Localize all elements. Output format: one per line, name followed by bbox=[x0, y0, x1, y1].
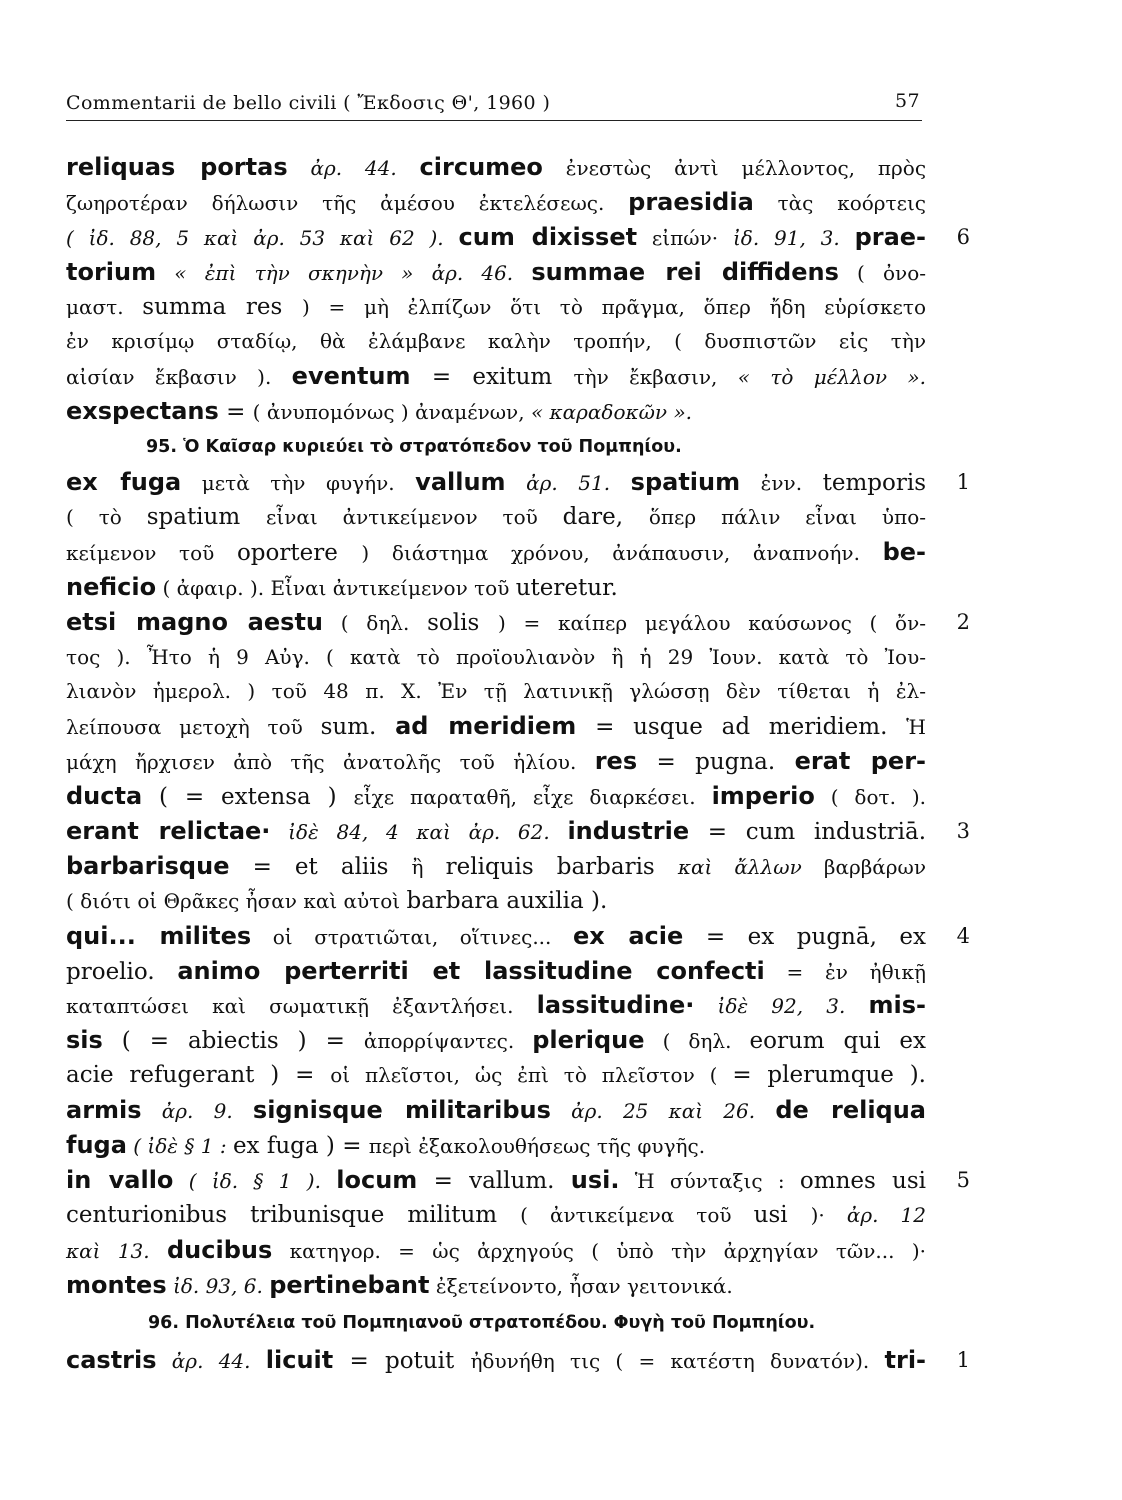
gloss-text: = exitum bbox=[410, 364, 574, 391]
text-line bbox=[66, 1268, 926, 1303]
text-line bbox=[66, 394, 926, 429]
text-line bbox=[66, 1128, 926, 1163]
lemma: be- bbox=[882, 537, 926, 566]
lemma: fuga bbox=[66, 1131, 127, 1160]
text-line bbox=[66, 605, 970, 640]
text-line bbox=[66, 150, 926, 185]
lemma: ex fuga bbox=[66, 468, 182, 497]
lemma: montes bbox=[66, 1270, 167, 1299]
gloss-text: ) = μὴ ἐλπίζων ὅτι τὸ πρᾶγμα, ὅπερ ἤδη εὑρίσκετο bbox=[302, 294, 926, 319]
text-line bbox=[66, 1233, 926, 1268]
margin-line-number: 4 bbox=[956, 923, 970, 948]
lemma: imperio bbox=[711, 782, 815, 811]
lemma: cum dixisset bbox=[458, 222, 638, 251]
lemma: lassitudine· bbox=[536, 991, 695, 1020]
margin-line-number: 1 bbox=[956, 470, 970, 495]
text-line bbox=[66, 255, 926, 290]
gloss-text: ( ἰδ. 88, 5 καὶ ἀρ. 53 καὶ 62 ). bbox=[66, 225, 459, 250]
text-line bbox=[66, 919, 970, 954]
lemma: circumeo bbox=[419, 153, 543, 181]
gloss-text: reliquis barbaris bbox=[445, 853, 678, 880]
gloss-text: εἶναι ἀντικείμενον τοῦ bbox=[266, 505, 563, 530]
lemma: pertinebant bbox=[269, 1270, 430, 1299]
lemma: res bbox=[594, 747, 638, 776]
gloss-text: ἰδ. 93, 6. bbox=[166, 1273, 270, 1298]
gloss-text: ( διότι οἱ Θρᾶκες ἦσαν καὶ αὐτοὶ bbox=[66, 888, 407, 913]
lemma: ducta bbox=[66, 782, 143, 811]
gloss-text: οἱ πλεῖστοι, ὡς ἐπὶ τὸ πλεῖστον ( bbox=[330, 1063, 733, 1088]
lemma: ducibus bbox=[167, 1235, 273, 1264]
gloss-text: μαστ. bbox=[66, 294, 143, 319]
commentary-body bbox=[66, 150, 970, 1377]
section-heading: 95. Ὁ Καῖσαρ κυριεύει τὸ στρατόπεδον τοῦ Πομπηίου. bbox=[146, 437, 682, 458]
text-line bbox=[66, 290, 926, 325]
margin-line-number: 6 bbox=[956, 224, 970, 249]
lemma: torium bbox=[66, 257, 157, 286]
gloss-text: = plerumque ). bbox=[732, 1062, 926, 1089]
gloss-text: ἀρ. 9. bbox=[141, 1099, 253, 1124]
gloss-text: ἐν κρισίμῳ σταδίῳ, θὰ ἐλάμβανε καλὴν τροπήν, ( δυσπιστῶν εἰς τὴν bbox=[66, 329, 926, 354]
gloss-text: εἶχε παραταθῆ, εἶχε διαρκέσει. bbox=[353, 785, 712, 810]
gloss-text: oportere bbox=[236, 539, 362, 566]
lemma: erat per- bbox=[794, 747, 926, 776]
gloss-text: ( ἀνυπομόνως ) ἀναμένων, bbox=[252, 400, 531, 425]
gloss-text: ἀρ. 25 καὶ 26. bbox=[550, 1099, 776, 1124]
lemma: de reliqua bbox=[775, 1096, 927, 1125]
lemma: prae- bbox=[854, 222, 927, 251]
gloss-text: = cum industriā. bbox=[689, 819, 927, 846]
lemma: summae rei diffidens bbox=[531, 257, 839, 286]
gloss-text: ( ἰδὲ § 1 : bbox=[126, 1134, 233, 1159]
text-line bbox=[66, 954, 926, 989]
running-head-title: Commentarii de bello civili ( Ἔκδοσις Θ', 1960 ) bbox=[66, 92, 551, 114]
page-number: 57 bbox=[895, 90, 920, 112]
gloss-text: ἀρ. 44. bbox=[287, 156, 420, 180]
text-line bbox=[66, 1198, 926, 1233]
text-line bbox=[66, 324, 926, 359]
text-line bbox=[66, 709, 926, 744]
lemma: licuit bbox=[265, 1345, 334, 1374]
lemma: locum bbox=[336, 1165, 418, 1194]
lemma: vallum bbox=[415, 468, 506, 497]
gloss-text: = et aliis bbox=[229, 853, 412, 880]
lemma: erant relictae· bbox=[66, 817, 271, 846]
running-head bbox=[66, 86, 922, 121]
text-line bbox=[66, 849, 926, 884]
gloss-text: τος ). Ἦτο ἡ 9 Αὐγ. ( κατὰ τὸ προϊουλιανὸν ἢ ἡ 29 Ἰουν. κατὰ τὸ Ἰου- bbox=[66, 644, 926, 669]
lemma: usi. bbox=[570, 1165, 620, 1194]
gloss-text: ἐξετείνοντο, ἦσαν γειτονικά. bbox=[429, 1273, 733, 1298]
gloss-text: usi bbox=[753, 1201, 811, 1228]
lemma: armis bbox=[66, 1096, 142, 1125]
lemma: sis bbox=[66, 1026, 103, 1055]
gloss-text: εἰπών· bbox=[637, 225, 733, 250]
text-line bbox=[66, 744, 926, 779]
gloss-text: acie refugerant ) = bbox=[66, 1062, 331, 1089]
gloss-text: ) = καίπερ μεγάλου καύσωνος ( ὄν- bbox=[497, 610, 927, 635]
text-line bbox=[66, 570, 926, 605]
lemma: animo perterriti et lassitudine confecti bbox=[177, 956, 765, 985]
gloss-text: ἀπορρίψαντες. bbox=[363, 1029, 533, 1054]
gloss-text: ἀρ. 51. bbox=[505, 471, 631, 496]
gloss-text: eorum qui ex bbox=[749, 1028, 926, 1055]
text-line bbox=[66, 1343, 970, 1378]
gloss-text: ( τὸ bbox=[66, 505, 147, 530]
gloss-text: temporis bbox=[822, 470, 927, 497]
gloss-text: « τὸ μέλλον ». bbox=[737, 365, 926, 390]
text-line bbox=[66, 640, 926, 675]
text-line bbox=[66, 535, 926, 570]
gloss-text: μετὰ τὴν φυγήν. bbox=[181, 471, 416, 496]
text-line bbox=[66, 1023, 926, 1058]
gloss-text: τὰς κοόρτεις bbox=[753, 190, 927, 215]
text-line bbox=[66, 185, 926, 220]
gloss-text: « καραδοκῶν ». bbox=[530, 400, 693, 425]
text-line bbox=[66, 674, 926, 709]
gloss-text: = bbox=[218, 399, 253, 426]
gloss-text: περὶ ἐξακολουθήσεως τῆς φυγῆς. bbox=[368, 1134, 706, 1159]
text-line bbox=[66, 1093, 926, 1128]
section-heading: 96. Πολυτέλεια τοῦ Πομπηιανοῦ στρατοπέδου. Φυγὴ τοῦ Πομπηίου. bbox=[148, 1312, 816, 1333]
gloss-text: dare, bbox=[562, 504, 649, 531]
lemma: industrie bbox=[567, 817, 690, 846]
text-line bbox=[66, 359, 926, 394]
gloss-text: sum. bbox=[320, 714, 396, 741]
gloss-text: Ἡ σύνταξις : bbox=[619, 1168, 800, 1193]
gloss-text: ἢ bbox=[411, 854, 446, 879]
margin-line-number: 3 bbox=[956, 819, 970, 844]
gloss-text: αἰσίαν ἔκβασιν ). bbox=[66, 365, 292, 390]
gloss-text: ( δοτ. ). bbox=[814, 785, 927, 810]
gloss-text: centurionibus tribunisque militum bbox=[66, 1201, 521, 1228]
gloss-text: « ἐπὶ τὴν σκηνὴν » ἀρ. 46. bbox=[156, 260, 532, 285]
gloss-text: spatium bbox=[146, 504, 267, 531]
gloss-text: = ex pugnā, ex bbox=[683, 923, 927, 950]
lemma: castris bbox=[66, 1345, 157, 1374]
lemma: mis- bbox=[868, 991, 926, 1020]
gloss-text: ( ἀφαιρ. ). Εἶναι ἀντικείμενον τοῦ bbox=[156, 575, 516, 600]
text-line bbox=[66, 500, 926, 535]
gloss-text: καὶ 13. bbox=[66, 1238, 167, 1263]
gloss-text: ἠδυνήθη τις ( = κατέστη δυνατόν). bbox=[470, 1348, 885, 1373]
lemma: signisque militaribus bbox=[252, 1096, 551, 1125]
gloss-text: λείπουσα μετοχὴ τοῦ bbox=[66, 715, 321, 740]
gloss-text: ) διάστημα χρόνου, ἀνάπαυσιν, ἀναπνοήν. bbox=[361, 540, 883, 565]
gloss-text: ( = extensa ) bbox=[142, 784, 354, 811]
gloss-text: ὅπερ πάλιν εἶναι ὑπο- bbox=[648, 505, 926, 530]
gloss-text: = usque ad meridiem. bbox=[576, 714, 907, 741]
gloss-text: = potuit bbox=[333, 1347, 471, 1374]
lemma: praesidia bbox=[628, 187, 754, 216]
gloss-text: summa res bbox=[142, 293, 302, 320]
gloss-text: ἐνν. bbox=[740, 471, 823, 496]
text-line bbox=[66, 884, 926, 919]
gloss-text: κείμενον τοῦ bbox=[66, 540, 237, 565]
lemma: eventum bbox=[291, 362, 411, 391]
gloss-text: ( ἀντικείμενα τοῦ bbox=[520, 1202, 754, 1227]
gloss-text: ( = abiectis ) = bbox=[102, 1028, 364, 1055]
gloss-text: καὶ ἄλλων bbox=[677, 854, 824, 879]
gloss-text: solis bbox=[427, 609, 498, 636]
text-line bbox=[66, 1058, 926, 1093]
gloss-text: Ἡ bbox=[906, 715, 926, 740]
gloss-text: = ἐν ἠθικῇ bbox=[764, 959, 927, 984]
gloss-text: ἐνεστὼς ἀντὶ μέλλοντος, πρὸς bbox=[542, 156, 927, 180]
gloss-text: ἰδ. 91, 3. bbox=[732, 225, 855, 250]
gloss-text: proelio. bbox=[66, 958, 178, 985]
lemma: qui... milites bbox=[66, 921, 252, 950]
gloss-text: ἀρ. 12 bbox=[846, 1202, 926, 1227]
text-line bbox=[66, 814, 970, 849]
text-line bbox=[66, 779, 926, 814]
gloss-text: μάχη ἤρχισεν ἀπὸ τῆς ἀνατολῆς τοῦ ἡλίου. bbox=[66, 750, 595, 775]
gloss-text: ἰδὲ 84, 4 καὶ ἀρ. 62. bbox=[270, 820, 568, 845]
lemma: in vallo bbox=[66, 1165, 174, 1194]
gloss-text: λιανὸν ἡμερολ. ) τοῦ 48 π. Χ. Ἐν τῇ λατινικῇ γλώσσῃ δὲν τίθεται ἡ ἐλ- bbox=[66, 679, 926, 704]
gloss-text: )· bbox=[810, 1202, 847, 1227]
gloss-text: = pugna. bbox=[637, 749, 795, 776]
gloss-text: ( ὀνο- bbox=[838, 260, 926, 285]
margin-line-number: 5 bbox=[956, 1167, 970, 1192]
gloss-text: ἀρ. 44. bbox=[156, 1348, 266, 1373]
gloss-text: καταπτώσει καὶ σωματικῇ ἐξαντλήσει. bbox=[66, 994, 537, 1019]
text-line bbox=[66, 465, 970, 500]
lemma: spatium bbox=[630, 468, 741, 497]
lemma: ex acie bbox=[573, 921, 684, 950]
gloss-text: ( ἰδ. § 1 ). bbox=[173, 1168, 337, 1193]
gloss-text: ex fuga ) = bbox=[232, 1133, 369, 1160]
margin-line-number: 2 bbox=[956, 609, 970, 634]
lemma: etsi magno aestu bbox=[66, 607, 324, 636]
gloss-text: ( δηλ. bbox=[323, 610, 428, 635]
gloss-text: uteretur. bbox=[515, 574, 618, 601]
margin-line-number: 1 bbox=[956, 1347, 970, 1372]
gloss-text: = vallum. bbox=[417, 1167, 571, 1194]
text-line bbox=[66, 1163, 970, 1198]
gloss-text: τὴν ἔκβασιν, bbox=[573, 365, 738, 390]
gloss-text: κατηγορ. = ὡς ἀρχηγούς ( ὑπὸ τὴν ἀρχηγίαν τῶν... )· bbox=[272, 1238, 926, 1263]
gloss-text: βαρβάρων bbox=[823, 854, 926, 879]
text-line bbox=[66, 988, 926, 1023]
lemma: barbarisque bbox=[66, 851, 230, 880]
lemma: exspectans bbox=[66, 397, 219, 426]
gloss-text: ( δηλ. bbox=[644, 1029, 750, 1054]
lemma: plerique bbox=[532, 1026, 645, 1055]
gloss-text: οἱ στρατιῶται, οἵτινες... bbox=[251, 924, 573, 949]
gloss-text: ἰδὲ 92, 3. bbox=[694, 994, 869, 1019]
gloss-text: ζωηροτέραν δήλωσιν τῆς ἀμέσου ἐκτελέσεως. bbox=[66, 190, 629, 215]
text-line bbox=[66, 220, 970, 255]
gloss-text: barbara auxilia ). bbox=[406, 887, 608, 914]
gloss-text: omnes usi bbox=[799, 1167, 927, 1194]
lemma: neficio bbox=[66, 572, 157, 601]
lemma: reliquas portas bbox=[66, 153, 288, 181]
lemma: tri- bbox=[884, 1345, 927, 1374]
lemma: ad meridiem bbox=[395, 712, 577, 741]
